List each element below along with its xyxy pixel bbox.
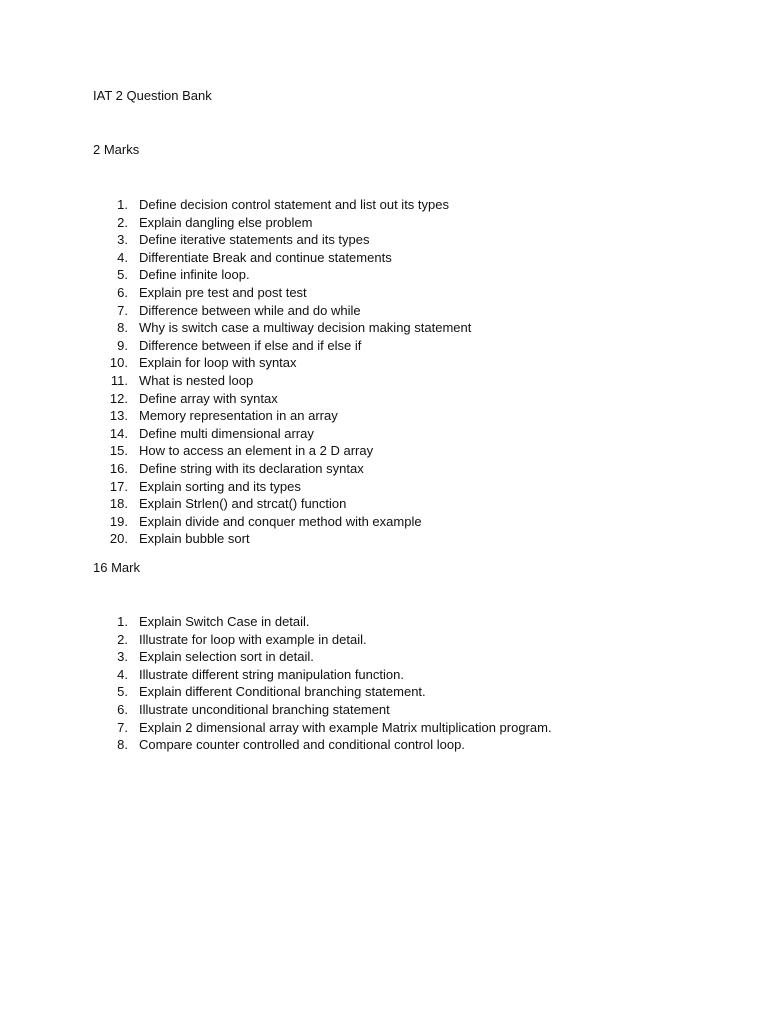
question-text: Explain different Conditional branching statement. — [139, 684, 426, 700]
question-text: Explain dangling else problem — [139, 214, 313, 230]
question-text: Explain Strlen() and strcat() function — [139, 496, 347, 512]
question-number: 3. — [117, 232, 128, 248]
question-number: 17. — [109, 478, 128, 494]
question-text: Compare counter controlled and conditional control loop. — [139, 737, 465, 753]
question-number: 4. — [117, 249, 128, 265]
question-text: Illustrate different string manipulation function. — [139, 666, 404, 682]
question-number: 2. — [117, 631, 128, 647]
question-number: 1. — [117, 614, 128, 629]
question-text: Differentiate Break and continue statements — [139, 249, 392, 265]
document-title: IAT 2 Question Bank — [93, 88, 212, 103]
question-text: Explain 2 dimensional array with example Matrix multiplication program. — [139, 719, 552, 735]
question-text: Difference between if else and if else if — [139, 337, 362, 353]
question-text: Illustrate unconditional branching statement — [139, 701, 390, 717]
question-number: 8. — [117, 320, 128, 336]
question-number: 16. — [109, 460, 128, 476]
question-text: Define infinite loop. — [139, 267, 250, 283]
question-number: 5. — [117, 684, 128, 700]
question-number: 13. — [109, 408, 128, 424]
question-number: 6. — [117, 701, 128, 717]
question-number: 20. — [109, 531, 128, 547]
question-number: 7. — [117, 719, 128, 735]
question-number: 6. — [117, 284, 128, 300]
question-number: 9. — [117, 337, 128, 353]
question-text: Memory representation in an array — [139, 408, 338, 424]
question-text: Define iterative statements and its types — [139, 232, 370, 248]
question-number: 8. — [117, 737, 128, 753]
question-number: 5. — [117, 267, 128, 283]
question-number: 11. — [110, 372, 128, 388]
question-text: What is nested loop — [139, 372, 254, 388]
question-text: Explain divide and conquer method with example — [139, 513, 422, 529]
section-heading-2-marks: 2 Marks — [93, 142, 140, 157]
question-text: Define decision control statement and list out its types — [139, 197, 449, 212]
question-number: 15. — [109, 443, 128, 459]
section-heading-16-mark: 16 Mark — [93, 560, 140, 575]
question-number: 1. — [117, 197, 128, 212]
question-text: Difference between while and do while — [139, 302, 361, 318]
question-number: 12. — [109, 390, 128, 406]
question-number: 2. — [117, 214, 128, 230]
question-number: 18. — [109, 496, 128, 512]
question-text: How to access an element in a 2 D array — [139, 443, 374, 459]
question-number: 10. — [109, 355, 128, 371]
question-text: Explain Switch Case in detail. — [139, 614, 310, 629]
question-text: Define multi dimensional array — [139, 425, 314, 441]
question-number: 14. — [109, 425, 128, 441]
question-number: 7. — [117, 302, 128, 318]
question-text: Define array with syntax — [139, 390, 278, 406]
question-text: Explain pre test and post test — [139, 284, 307, 300]
question-text: Explain selection sort in detail. — [139, 649, 314, 665]
question-number: 19. — [109, 513, 128, 529]
question-text: Define string with its declaration syntax — [139, 460, 364, 476]
question-text: Explain sorting and its types — [139, 478, 301, 494]
question-text: Illustrate for loop with example in detail. — [139, 631, 367, 647]
question-number: 4. — [117, 666, 128, 682]
question-text: Explain bubble sort — [139, 531, 250, 547]
question-text: Why is switch case a multiway decision making statement — [139, 320, 472, 336]
question-text: Explain for loop with syntax — [139, 355, 297, 371]
question-number: 3. — [117, 649, 128, 665]
